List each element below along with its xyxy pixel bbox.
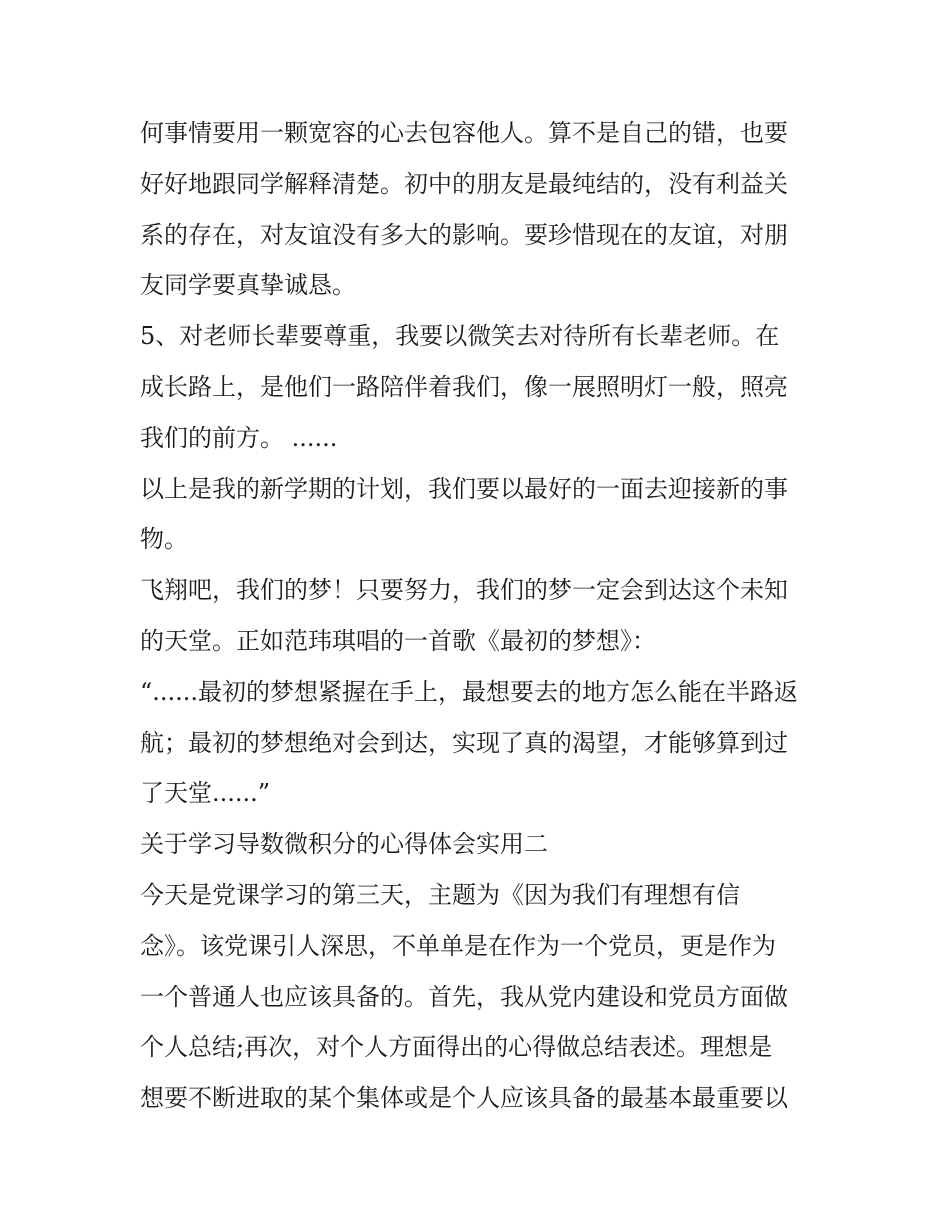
text-line: 的天堂。正如范玮琪唱的一首歌《最初的梦想》： [140, 626, 656, 655]
document-body [140, 108, 820, 1124]
text-line: 今天是党课学习的第三天，主题为《因为我们有理想有信 [140, 880, 740, 909]
text-line: 飞翔吧，我们的梦！只要努力，我们的梦一定会到达这个未知 [140, 576, 788, 605]
text-line: 想要不断进取的某个集体或是个人应该具备的最基本最重要以 [140, 1084, 788, 1113]
text-line: 好好地跟同学解释清楚。初中的朋友是最纯结的，没有利益关 [140, 169, 788, 198]
text-line: 了天堂......” [140, 779, 271, 808]
text-line: 我们的前方。 ...... [140, 423, 338, 452]
text-line: 念》。该党课引人深思，不单单是在作为一个党员，更是作为 [140, 931, 776, 960]
text-line: 系的存在，对友谊没有多大的影响。要珍惜现在的友谊，对朋 [140, 220, 788, 249]
text-line: “......最初的梦想紧握在手上，最想要去的地方怎么能在半路返 [140, 677, 799, 706]
text-line: 航；最初的梦想绝对会到达，实现了真的渴望，才能够算到过 [140, 728, 788, 757]
text-line: 何事情要用一颗宽容的心去包容他人。算不是自己的错，也要 [140, 119, 788, 147]
text-line: 成长路上，是他们一路陪伴着我们，像一展照明灯一般，照亮 [140, 372, 788, 401]
text-line: 个人总结;再次，对个人方面得出的心得做总结表述。理想是 [140, 1033, 773, 1062]
section-heading: 关于学习导数微积分的心得体会实用二 [140, 830, 548, 859]
text-line: 物。 [140, 525, 188, 554]
text-line: 以上是我的新学期的计划，我们要以最好的一面去迎接新的事 [140, 474, 788, 503]
text-line: 友同学要真挚诚恳。 [140, 271, 356, 300]
text-line: 一个普通人也应该具备的。首先，我从党内建设和党员方面做 [140, 982, 788, 1011]
text-line: 5、对老师长辈要尊重，我要以微笑去对待所有长辈老师。在 [140, 322, 780, 351]
